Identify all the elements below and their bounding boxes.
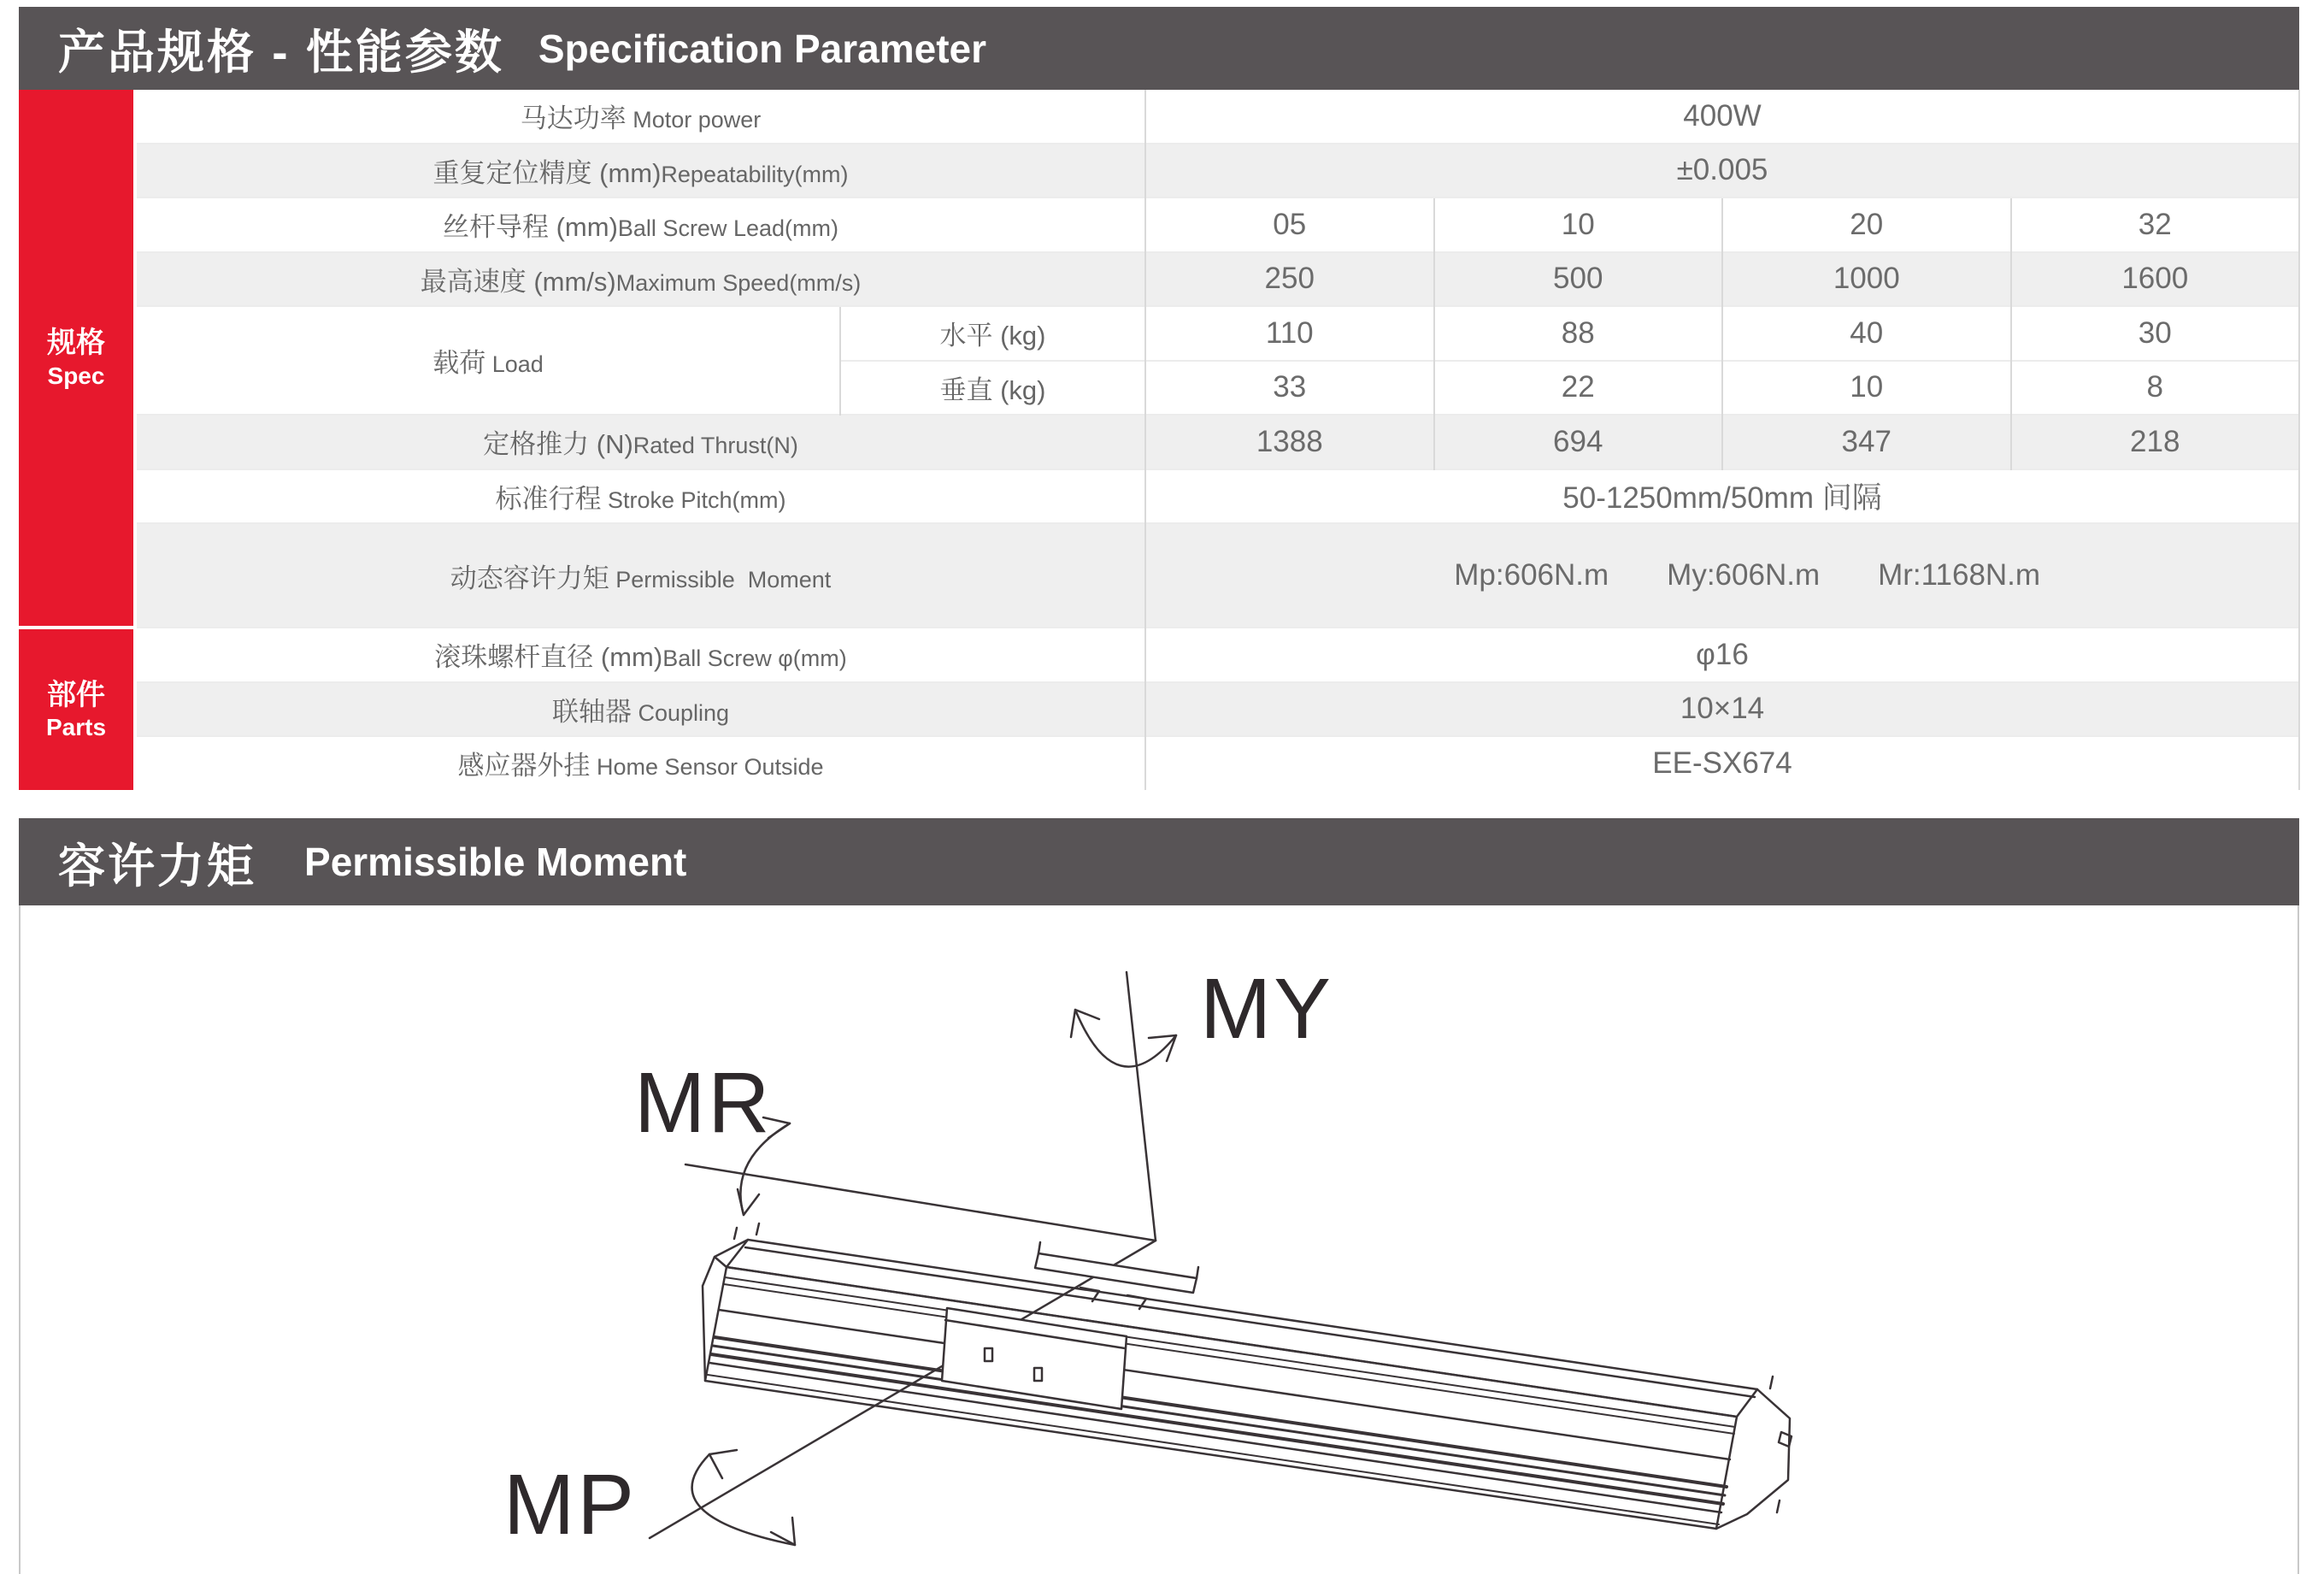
table-row [19, 736, 2299, 790]
table-row [19, 469, 2299, 524]
spec-title-en: Specification Parameter [538, 26, 986, 71]
value-moment-mr: Mr:1168N.m [1878, 558, 2041, 592]
permissible-moment-diagram [21, 905, 2298, 1572]
sidebar-spec-label-cn: 规格 [47, 327, 105, 360]
value-home-sensor: EE-SX674 [1145, 736, 2299, 790]
value-moment [1145, 523, 2299, 628]
axis-label-mp: MP [503, 1457, 637, 1553]
table-row [19, 197, 2299, 252]
value-motor-power: 400W [1145, 90, 2299, 144]
row-sublabel-vertical: 垂直 (kg) [840, 361, 1145, 416]
value-thrust-4: 218 [2011, 415, 2300, 469]
moment-header-bar [19, 818, 2299, 905]
value-lead-10: 10 [1434, 197, 1723, 252]
value-lead-05: 05 [1145, 197, 1434, 252]
row-label-motor-power: 马达功率 Motor power [135, 90, 1145, 144]
actuator-top-face [727, 1240, 1757, 1417]
sidebar-parts-cell [19, 628, 135, 790]
row-label-thrust: 定格推力 (N)Rated Thrust(N) [135, 415, 1145, 469]
row-label-max-speed: 最高速度 (mm/s)Maximum Speed(mm/s) [135, 252, 1145, 307]
row-label-stroke: 标准行程 Stroke Pitch(mm) [135, 469, 1145, 524]
value-speed-4: 1600 [2011, 252, 2300, 307]
value-lead-20: 20 [1722, 197, 2011, 252]
table-row [19, 682, 2299, 737]
value-load-v-4: 8 [2011, 361, 2300, 416]
table-row [19, 523, 2299, 628]
sidebar-parts-label-cn: 部件 [47, 678, 105, 711]
table-row [19, 415, 2299, 469]
value-speed-3: 1000 [1722, 252, 2011, 307]
value-lead-32: 32 [2011, 197, 2300, 252]
spec-header-bar [19, 7, 2299, 90]
sidebar-spec-label-en: Spec [47, 362, 105, 389]
row-label-lead: 丝杆导程 (mm)Ball Screw Lead(mm) [135, 197, 1145, 252]
my-rotation-arrow [1075, 1010, 1176, 1067]
sidebar-parts-label-en: Parts [45, 714, 107, 741]
spec-table [19, 90, 2300, 790]
sidebar-spec-cell [19, 90, 135, 628]
spec-title-cn: 产品规格 - 性能参数 [58, 26, 504, 79]
value-stroke: 50-1250mm/50mm 间隔 [1145, 469, 2299, 524]
row-label-repeatability: 重复定位精度 (mm)Repeatability(mm) [135, 144, 1145, 198]
value-ball-screw-dia: φ16 [1145, 628, 2299, 682]
value-load-v-1: 33 [1145, 361, 1434, 416]
value-thrust-1: 1388 [1145, 415, 1434, 469]
row-label-coupling: 联轴器 Coupling [135, 682, 1145, 737]
value-load-h-2: 88 [1434, 306, 1723, 361]
value-repeatability: ±0.005 [1145, 144, 2299, 198]
axis-label-my: MY [1200, 961, 1333, 1057]
moment-title-cn: 容许力矩 [58, 839, 257, 893]
row-sublabel-horizontal: 水平 (kg) [840, 306, 1145, 361]
row-label-home-sensor: 感应器外挂 Home Sensor Outside [135, 736, 1145, 790]
value-coupling: 10×14 [1145, 682, 2299, 737]
value-thrust-2: 694 [1434, 415, 1723, 469]
mp-rotation-arrow [692, 1454, 795, 1545]
moment-title-en: Permissible Moment [304, 840, 687, 884]
value-load-v-2: 22 [1434, 361, 1723, 416]
value-load-v-3: 10 [1722, 361, 2011, 416]
value-load-h-3: 40 [1722, 306, 2011, 361]
table-row [19, 252, 2299, 307]
value-speed-2: 500 [1434, 252, 1723, 307]
table-row [19, 306, 2299, 361]
moment-panel [19, 905, 2299, 1574]
value-load-h-4: 30 [2011, 306, 2300, 361]
row-label-load: 载荷 Load [135, 306, 840, 415]
value-load-h-1: 110 [1145, 306, 1434, 361]
value-moment-mp: Mp:606N.m [1454, 558, 1609, 592]
value-speed-1: 250 [1145, 252, 1434, 307]
value-thrust-3: 347 [1722, 415, 2011, 469]
row-label-moment: 动态容许力矩 Permissible Moment [135, 523, 1145, 628]
value-moment-my: My:606N.m [1667, 558, 1821, 592]
my-axis-line [1127, 972, 1156, 1241]
table-row [19, 90, 2299, 144]
table-row [19, 628, 2299, 682]
axis-label-mr: MR [634, 1055, 773, 1151]
row-label-ball-screw-dia: 滚珠螺杆直径 (mm)Ball Screw φ(mm) [135, 628, 1145, 682]
mr-axis-line [685, 1164, 1156, 1241]
table-row [19, 144, 2299, 198]
